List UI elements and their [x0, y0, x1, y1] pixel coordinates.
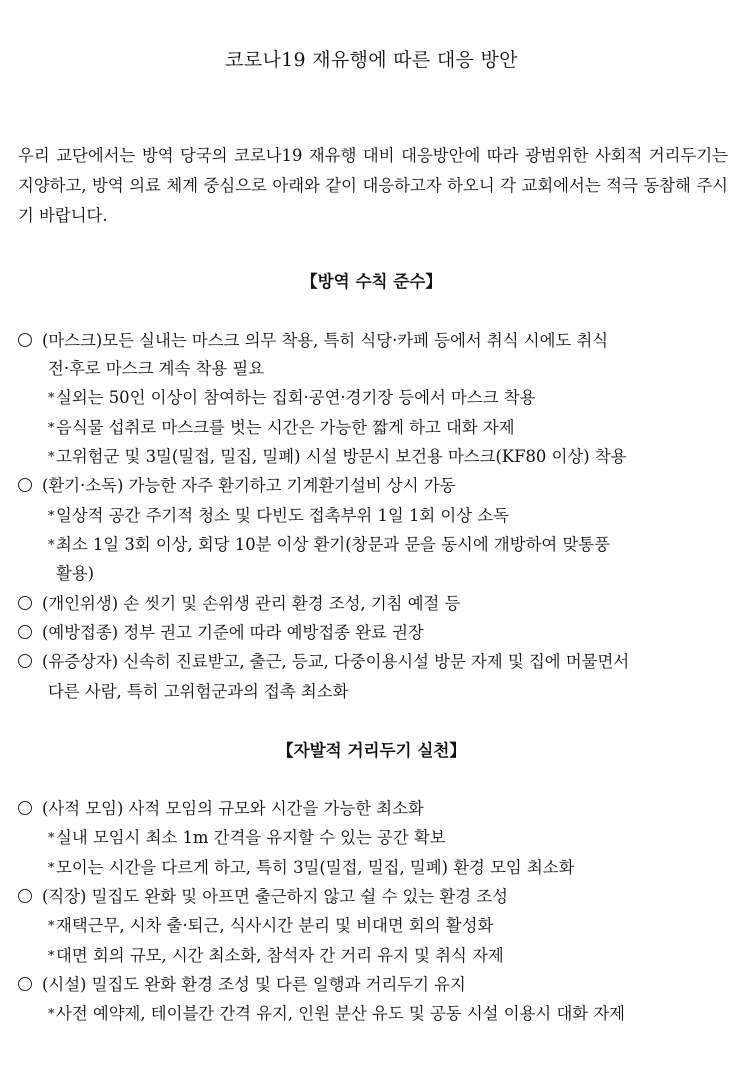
asterisk-icon: * — [48, 421, 55, 436]
bullet-item-symptomatic: (유증상자) 신속히 진료받고, 출근, 등교, 다중이용시설 방문 자제 및 집에 머물면서 — [18, 650, 728, 674]
sub-item: *대면 회의 규모, 시간 최소화, 참석자 간 거리 유지 및 취식 자제 — [48, 944, 504, 969]
sub-item: *고위험군 및 3밀(밀접, 밀집, 밀폐) 시설 방문시 보건용 마스크(KF80 이상) 착용 — [48, 445, 627, 470]
bullet-item-mask: (마스크)모든 실내는 마스크 의무 착용, 특히 식당·카페 등에서 취식 시에도 취식 — [18, 329, 728, 353]
sub-item: *일상적 공간 주기적 청소 및 다빈도 접촉부위 1일 1회 이상 소독 — [48, 504, 509, 529]
circle-bullet-icon — [18, 977, 32, 991]
circle-bullet-icon — [18, 478, 32, 492]
asterisk-icon: * — [48, 391, 55, 406]
circle-bullet-icon — [18, 625, 32, 639]
circle-bullet-icon — [18, 333, 32, 347]
asterisk-icon: * — [48, 831, 55, 846]
bullet-continuation: 다른 사람, 특히 고위험군과의 접촉 최소화 — [48, 682, 349, 701]
sub-item: *사전 예약제, 테이블간 간격 유지, 인원 분산 유도 및 공동 시설 이용시 대화 자제 — [48, 1002, 625, 1027]
asterisk-icon: * — [48, 509, 55, 524]
bullet-continuation: 전·후로 마스크 계속 착용 필요 — [48, 359, 265, 378]
circle-bullet-icon — [18, 654, 32, 668]
circle-bullet-icon — [18, 801, 32, 815]
intro-paragraph: 우리 교단에서는 방역 당국의 코로나19 재유행 대비 대응방안에 따라 광범위한 사회적 거리두기는 지양하고, 방역 의료 체계 중심으로 아래와 같이 대응하고자 하오니 각 교회에서는 적극 동참해 주시기 바랍니다. — [18, 146, 728, 225]
sub-item: *최소 1일 3회 이상, 회당 10분 이상 환기(창문과 문을 동시에 개방하여 맞통풍 — [48, 533, 610, 558]
sub-item: *실외는 50인 이상이 참여하는 집회·공연·경기장 등에서 마스크 착용 — [48, 386, 535, 411]
asterisk-icon: * — [48, 1007, 55, 1022]
circle-bullet-icon — [18, 596, 32, 610]
document-title: 코로나19 재유행에 따른 대응 방안 — [225, 49, 518, 71]
section-heading-distancing: 【자발적 거리두기 실천】 — [276, 740, 466, 760]
bullet-item-facility: (시설) 밀집도 완화 환경 조성 및 다른 일행과 거리두기 유지 — [18, 973, 728, 997]
sub-item: *모이는 시간을 다르게 하고, 특히 3밀(밀접, 밀집, 밀폐) 환경 모임 최소화 — [48, 856, 574, 881]
asterisk-icon: * — [48, 949, 55, 964]
bullet-item-vaccination: (예방접종) 정부 권고 기준에 따라 예방접종 완료 권장 — [18, 621, 728, 645]
bullet-item-private-gathering: (사적 모임) 사적 모임의 규모와 시간을 가능한 최소화 — [18, 797, 728, 821]
asterisk-icon: * — [48, 450, 55, 465]
sub-item-continuation: 활용) — [56, 564, 95, 583]
asterisk-icon: * — [48, 919, 55, 934]
asterisk-icon: * — [48, 538, 55, 553]
sub-item: *실내 모임시 최소 1m 간격을 유지할 수 있는 공간 확보 — [48, 826, 446, 851]
section-heading-quarantine-rules: 【방역 수칙 준수】 — [301, 271, 442, 291]
sub-item: *재택근무, 시차 출·퇴근, 식사시간 분리 및 비대면 회의 활성화 — [48, 914, 493, 939]
sub-item: *음식물 섭취로 마스크를 벗는 시간은 가능한 짧게 하고 대화 자제 — [48, 416, 515, 441]
bullet-item-workplace: (직장) 밀집도 완화 및 아프면 출근하지 않고 쉴 수 있는 환경 조성 — [18, 885, 728, 909]
bullet-item-ventilation: (환기·소독) 가능한 자주 환기하고 기계환기설비 상시 가동 — [18, 474, 728, 498]
circle-bullet-icon — [18, 889, 32, 903]
asterisk-icon: * — [48, 861, 55, 876]
bullet-item-hygiene: (개인위생) 손 씻기 및 손위생 관리 환경 조성, 기침 예절 등 — [18, 592, 728, 616]
